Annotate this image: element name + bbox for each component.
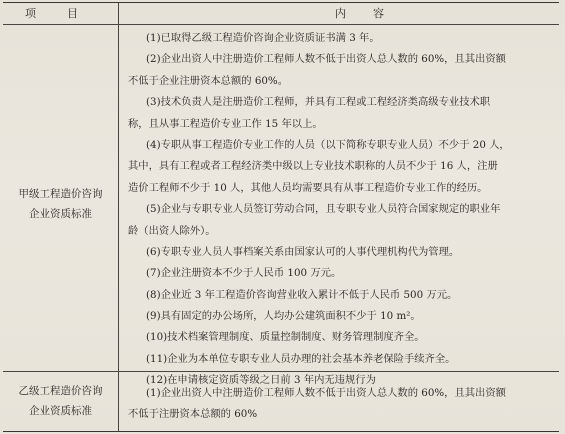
class-a-line: (5)企业与专职专业人员签订劳动合同，且专职专业人员符合国家规定的职业年 (146, 203, 501, 216)
class-a-line: 不低于企业注册资本总额的 60%。 (128, 74, 289, 87)
class-b-label-line-1: 乙级工程造价咨询 (18, 385, 103, 397)
class-a-label-line-2: 企业资质标准 (29, 208, 92, 220)
class-a-line: (12)在申请核定资质等级之日前 3 年内无违规行为 (146, 374, 376, 387)
class-b-line: 不低于注册资本总额的 60% (128, 408, 258, 421)
class-a-line: 造价工程师不少于 10 人，其他人员均需要具有从事工程造价专业工作的经历。 (128, 181, 488, 194)
class-a-line: (2)企业出资人中注册造价工程师人数不低于出资人总人数的 60%，且其出资额 (146, 53, 506, 66)
class-a-content (128, 28, 556, 392)
header-item (3, 3, 118, 24)
class-a-line: (10)技术档案管理制度、质量控制制度、财务管理制度齐全。 (146, 331, 425, 344)
class-a-label-line-1: 甲级工程造价咨询 (18, 188, 103, 200)
class-b-label (3, 381, 118, 421)
class-b-line: (1)企业出资人中注册造价工程师人数不低于出资人总人数的 60%，且其出资额 (146, 387, 506, 399)
class-a-line: 称，且从事工程造价专业工作 15 年以上。 (128, 117, 323, 130)
class-b-content (128, 383, 556, 426)
header-item-char-2: 目 (67, 7, 78, 20)
class-a-line: (7)企业注册资本不少于人民币 100 万元。 (146, 267, 342, 280)
class-a-label (3, 184, 118, 224)
class-a-line: (8)企业近 3 年工程造价咨询营业收入累计不低于人民币 500 万元。 (146, 288, 458, 301)
column-divider (118, 3, 119, 431)
class-a-line: (4)专职从事工程造价专业工作的人员（以下简称专职专业人员）不少于 20 人， (146, 138, 510, 151)
class-a-line: (3)技术负责人是注册造价工程师，并具有工程或工程经济类高级专业技术职 (146, 96, 491, 109)
qualification-table (3, 2, 559, 432)
header-content-char-1: 内 (335, 7, 346, 20)
class-a-line: 龄（出资人除外）。 (128, 224, 216, 237)
class-a-line: 其中，具有工程或者工程经济类中级以上专业技术职称的人员不少于 16 人，注册 (128, 160, 498, 173)
header-content (119, 3, 559, 24)
header-content-char-2: 容 (373, 7, 384, 20)
class-a-line: (9)具有固定的办公场所，人均办公建筑面积不少于 10 m²。 (146, 310, 421, 323)
class-b-label-line-2: 企业资质标准 (29, 405, 92, 417)
class-a-line: (6)专职专业人员人事档案关系由国家认可的人事代理机构代为管理。 (146, 245, 460, 258)
header-item-char-1: 项 (25, 7, 36, 20)
class-a-line: (11)企业为本单位专职专业人员办理的社会基本养老保险手续齐全。 (146, 352, 456, 365)
header-divider (3, 24, 559, 25)
class-a-line: (1)已取得乙级工程造价咨询企业资质证书满 3 年。 (146, 32, 380, 44)
